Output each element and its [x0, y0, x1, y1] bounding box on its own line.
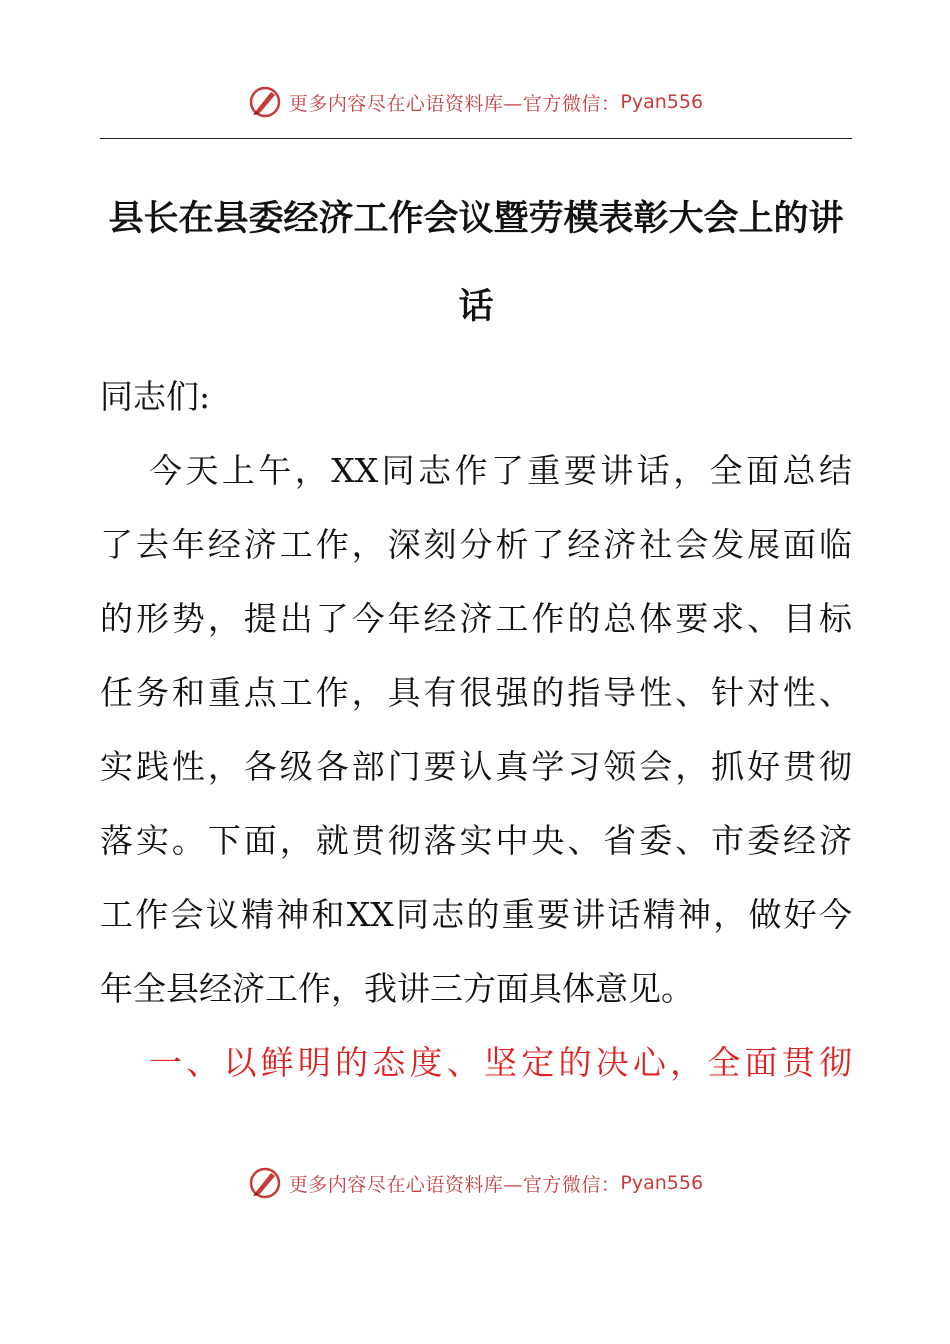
- paragraph-line: 了去年经济工作，深刻分析了经济社会发展面临: [100, 525, 852, 564]
- salutation: 同志们:: [100, 377, 211, 416]
- section-heading: 一、以鲜明的态度、坚定的决心，全面贯彻: [149, 1043, 852, 1082]
- document-title: [100, 175, 852, 351]
- header-rule: [100, 138, 852, 139]
- pen-logo-icon: [247, 84, 283, 120]
- header-banner: [0, 82, 950, 122]
- paragraph-line: 工作会议精神和XX同志的重要讲话精神，做好今: [100, 895, 852, 934]
- document-body: [100, 360, 852, 1100]
- title-line: 县长在县委经济工作会议暨劳模表彰大会上的讲: [108, 199, 844, 239]
- paragraph-line: 年全县经济工作，我讲三方面具体意见。: [100, 969, 694, 1008]
- paragraph-line: 的形势，提出了今年经济工作的总体要求、目标: [100, 599, 852, 638]
- paragraph-line: 任务和重点工作，具有很强的指导性、针对性、: [100, 673, 852, 712]
- paragraph-line: 落实。下面，就贯彻落实中央、省委、市委经济: [100, 821, 852, 860]
- banner-wechat-id: Pyan556: [620, 1172, 704, 1194]
- pen-logo-icon: [247, 1165, 283, 1201]
- banner-text: 更多内容尽在心语资料库—官方微信：: [288, 92, 621, 115]
- title-line: 话: [458, 287, 494, 327]
- banner-text: 更多内容尽在心语资料库—官方微信：: [288, 1173, 621, 1196]
- paragraph-line: 今天上午，XX同志作了重要讲话，全面总结: [149, 451, 852, 490]
- banner-wechat-id: Pyan556: [620, 91, 704, 113]
- footer-banner: [0, 1163, 950, 1203]
- paragraph-line: 实践性，各级各部门要认真学习领会，抓好贯彻: [100, 747, 852, 786]
